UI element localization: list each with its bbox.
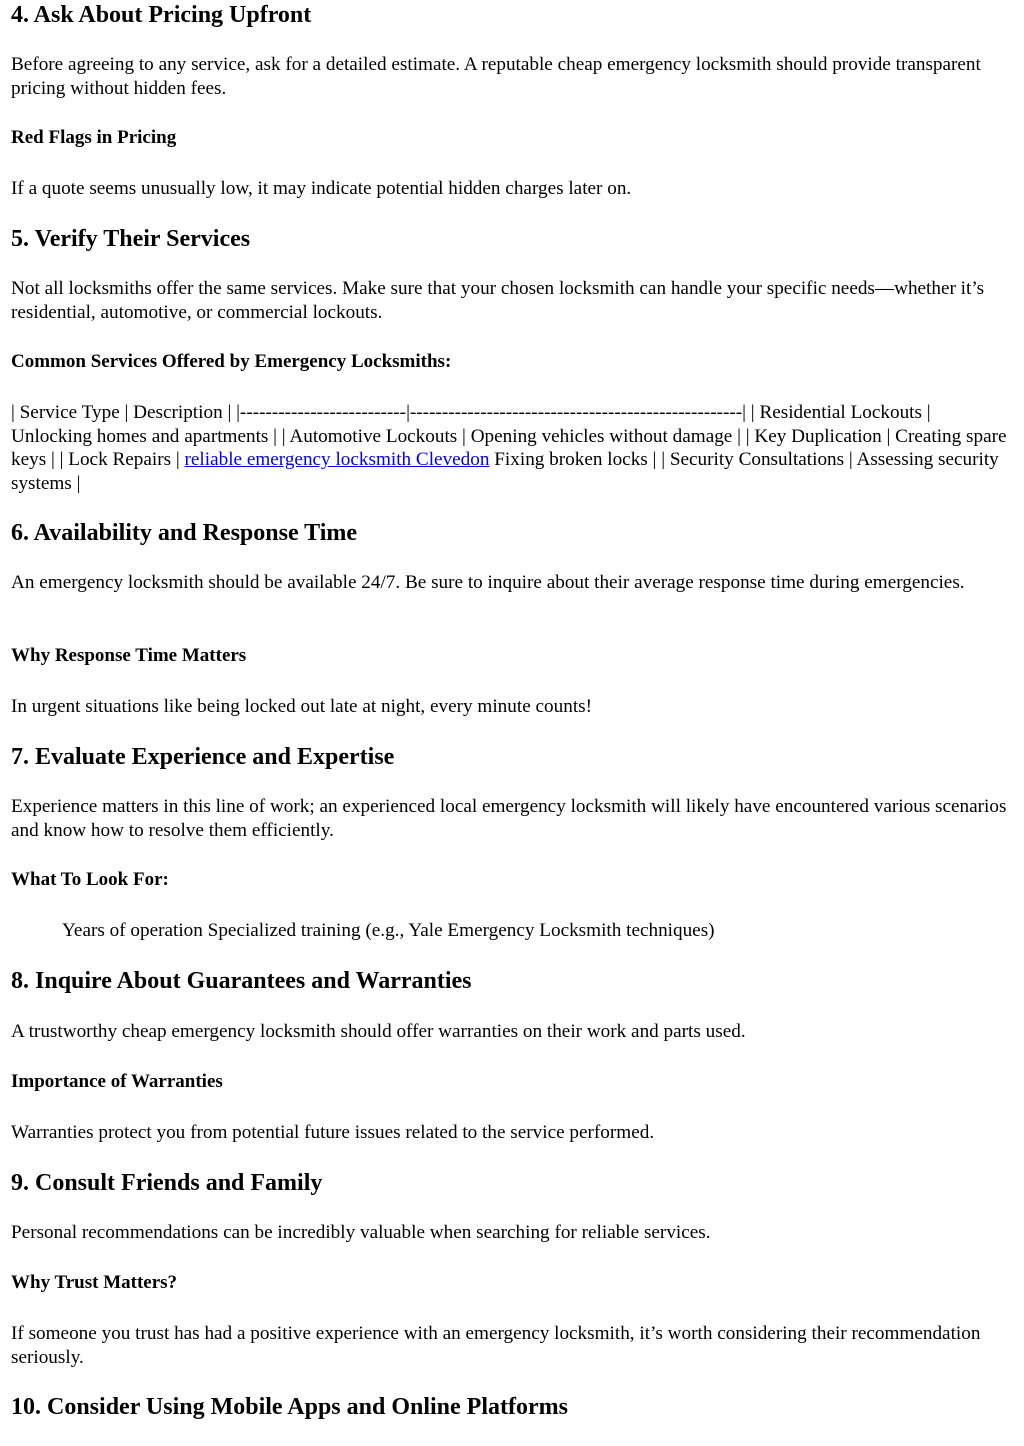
section-heading-availability: 6. Availability and Response Time (11, 520, 358, 546)
paragraph-friends-family: Personal recommendations can be incredibly valuable when searching for reliable services. (11, 1222, 711, 1243)
section-heading-experience: 7. Evaluate Experience and Expertise (11, 744, 395, 770)
look-for-list: Years of operation Specialized training (e.g., Yale Emergency Locksmith techniques) (62, 920, 715, 941)
subheading-importance-warranties: Importance of Warranties (11, 1071, 223, 1092)
subheading-red-flags: Red Flags in Pricing (11, 127, 177, 148)
services-table-before-link: | Service Type | Description | |--------------------------|----------------------------------------------------| | Residential Lockouts | Unlocking homes and apartments | | Automotive Lockouts | Opening vehicles without damage | | Key Duplication | Creating spare keys | | Lock Repairs | (11, 402, 1007, 470)
subheading-what-to-look-for: What To Look For: (11, 869, 169, 890)
paragraph-experience: Experience matters in this line of work; an experienced local emergency locksmith will likely have encountered various scenarios and know how to resolve them efficiently. (11, 796, 1007, 841)
paragraph-availability: An emergency locksmith should be available 24/7. Be sure to inquire about their average response time during emergencies. (11, 572, 965, 593)
section-heading-friends-family: 9. Consult Friends and Family (11, 1170, 323, 1196)
section-heading-mobile-apps: 10. Consider Using Mobile Apps and Online Platforms (11, 1394, 568, 1420)
subheading-common-services: Common Services Offered by Emergency Locksmiths: (11, 351, 452, 372)
section-heading-services: 5. Verify Their Services (11, 226, 251, 252)
paragraph-pricing: Before agreeing to any service, ask for a detailed estimate. A reputable cheap emergency locksmith should provide transparent pricing without hidden fees. (11, 54, 981, 99)
paragraph-warranties: A trustworthy cheap emergency locksmith should offer warranties on their work and parts used. (11, 1021, 746, 1042)
locksmith-clevedon-link[interactable]: reliable emergency locksmith Clevedon (184, 449, 490, 470)
section-heading-pricing: 4. Ask About Pricing Upfront (11, 2, 312, 28)
paragraph-response-time: In urgent situations like being locked out late at night, every minute counts! (11, 696, 593, 717)
services-table-text (11, 401, 1010, 495)
subheading-trust-matters: Why Trust Matters? (11, 1272, 178, 1293)
paragraph-red-flags: If a quote seems unusually low, it may indicate potential hidden charges later on. (11, 178, 632, 199)
subheading-response-time: Why Response Time Matters (11, 645, 247, 666)
paragraph-services: Not all locksmiths offer the same services. Make sure that your chosen locksmith can handle your specific needs—whether it’s residential, automotive, or commercial lockouts. (11, 278, 985, 323)
paragraph-trust-matters: If someone you trust has had a positive experience with an emergency locksmith, it’s worth considering their recommendation seriously. (11, 1323, 981, 1368)
paragraph-importance-warranties: Warranties protect you from potential future issues related to the service performed. (11, 1122, 655, 1143)
services-table-after-link: Fixing broken locks | | Security Consultations | Assessing security systems | (11, 449, 999, 494)
section-heading-warranties: 8. Inquire About Guarantees and Warranties (11, 968, 472, 994)
